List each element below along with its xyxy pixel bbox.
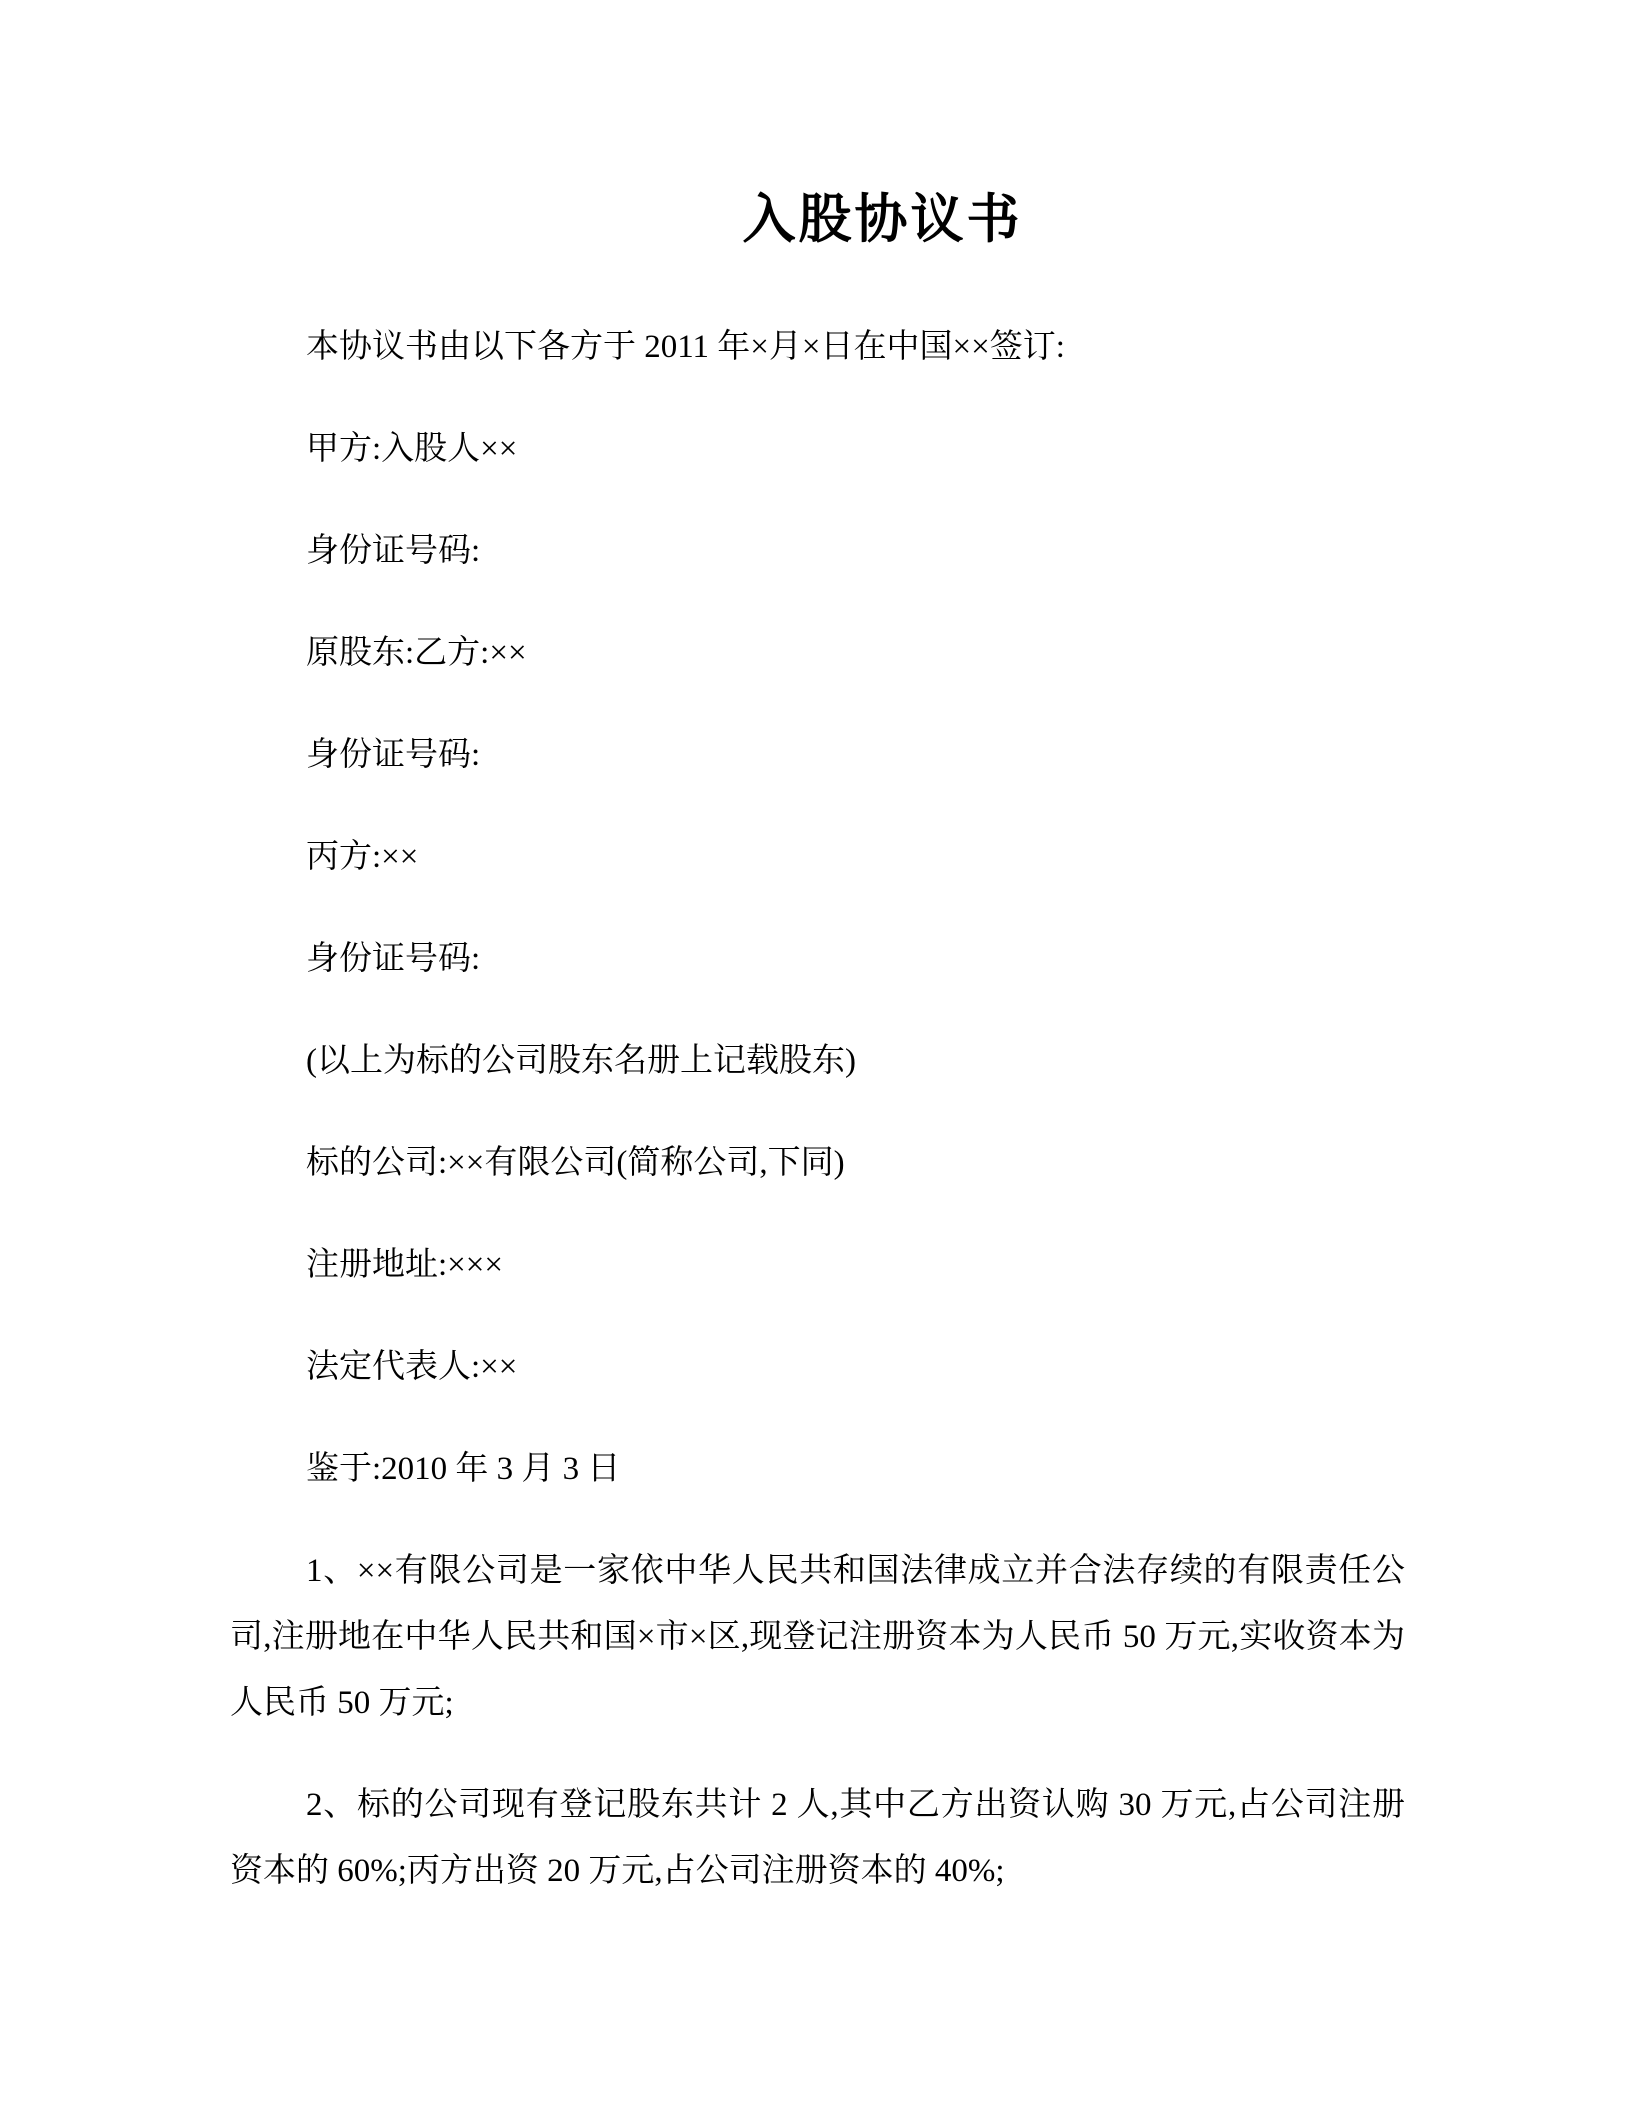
paragraph: 身份证号码: bbox=[306, 533, 481, 569]
document-title: 入股协议书 bbox=[742, 191, 1023, 249]
paragraph: (以上为标的公司股东名册上记载股东) bbox=[306, 1043, 856, 1079]
document-body bbox=[230, 314, 1405, 1904]
paragraph: 1、××有限公司是一家依中华人民共和国法律成立并合法存续的有限责任公司,注册地在中华人民共和国×市×区,现登记注册资本为人民币 50 万元,实收资本为人民币 50 万元; bbox=[230, 1553, 1405, 1721]
paragraph: 注册地址:××× bbox=[306, 1247, 504, 1283]
paragraph: 甲方:入股人×× bbox=[306, 431, 518, 467]
paragraph: 身份证号码: bbox=[306, 737, 481, 773]
paragraph: 法定代表人:×× bbox=[306, 1349, 518, 1385]
paragraph: 原股东:乙方:×× bbox=[306, 635, 527, 671]
paragraph: 标的公司:××有限公司(简称公司,下同) bbox=[306, 1145, 845, 1181]
paragraph: 2、标的公司现有登记股东共计 2 人,其中乙方出资认购 30 万元,占公司注册资本的 60%;丙方出资 20 万元,占公司注册资本的 40%; bbox=[230, 1787, 1405, 1889]
paragraph: 本协议书由以下各方于 2011 年×月×日在中国××签订: bbox=[306, 329, 1065, 365]
paragraph: 鉴于:2010 年 3 月 3 日 bbox=[306, 1451, 621, 1487]
paragraph: 身份证号码: bbox=[306, 941, 481, 977]
paragraph: 丙方:×× bbox=[306, 839, 419, 875]
